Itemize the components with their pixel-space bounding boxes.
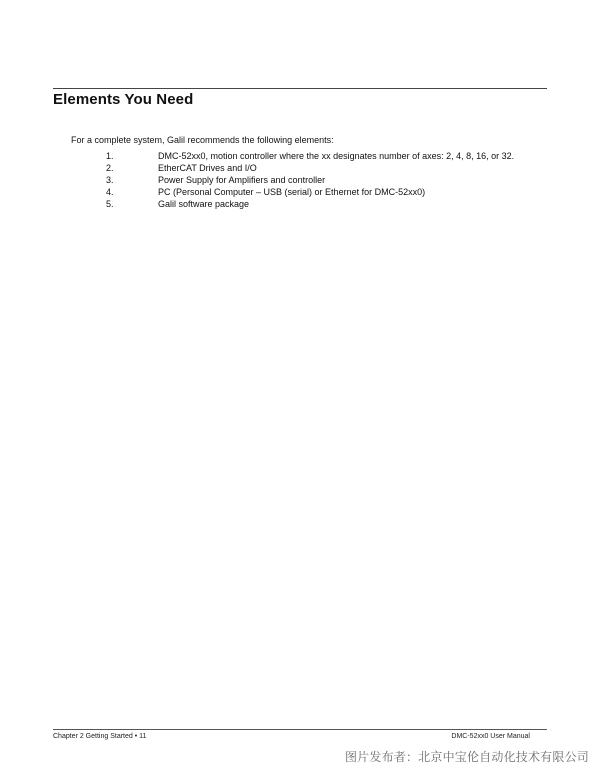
list-item-number: 5.	[106, 199, 114, 209]
list-item-text: PC (Personal Computer – USB (serial) or Ethernet for DMC-52xx0)	[158, 187, 426, 197]
publisher-watermark: 图片发布者：北京中宝伦自动化技术有限公司	[344, 750, 589, 764]
list-item-text: Galil software package	[158, 199, 250, 209]
list-item	[0, 199, 600, 211]
list-item-number: 4.	[106, 187, 114, 197]
list-item	[0, 175, 600, 187]
list-item	[0, 151, 600, 163]
footer-manual-title: DMC-52xx0 User Manual	[451, 733, 530, 740]
header-rule	[53, 88, 547, 89]
list-item	[0, 187, 600, 199]
list-item-number: 3.	[106, 175, 114, 185]
section-heading: Elements You Need	[53, 91, 194, 108]
list-item-number: 1.	[106, 151, 114, 161]
footer-chapter-page: Chapter 2 Getting Started • 11	[53, 733, 147, 740]
list-item-text: EtherCAT Drives and I/O	[158, 163, 257, 173]
footer-rule	[53, 729, 547, 730]
list-item-number: 2.	[106, 163, 114, 173]
list-item	[0, 163, 600, 175]
list-item-text: DMC-52xx0, motion controller where the xx designates number of axes: 2, 4, 8, 16, or 32.	[158, 151, 515, 161]
intro-paragraph: For a complete system, Galil recommends the following elements:	[71, 135, 334, 145]
list-item-text: Power Supply for Amplifiers and controller	[158, 175, 326, 185]
